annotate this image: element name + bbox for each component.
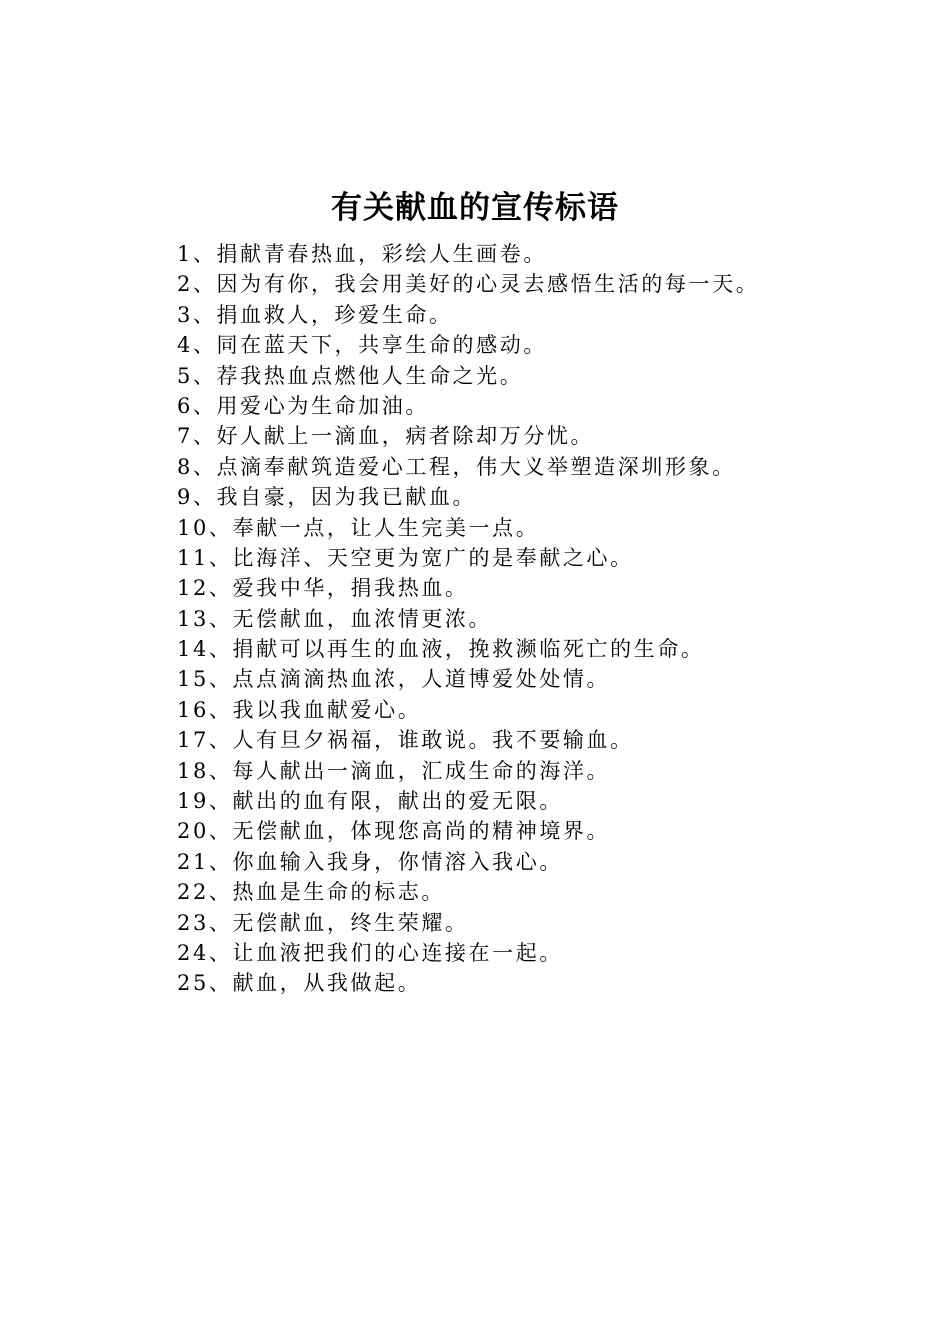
slogan-item: 23、无偿献血，终生荣耀。 (177, 910, 469, 935)
slogan-item: 2、因为有你，我会用美好的心灵去感悟生活的每一天。 (177, 272, 760, 297)
slogan-item: 5、荐我热血点燃他人生命之光。 (177, 363, 524, 388)
slogan-item: 17、人有旦夕祸福，谁敢说。我不要输血。 (177, 728, 634, 753)
slogan-item: 8、点滴奉献筑造爱心工程，伟大义举塑造深圳形象。 (177, 454, 736, 479)
slogan-item: 24、让血液把我们的心连接在一起。 (177, 940, 563, 965)
slogan-item: 16、我以我血献爱心。 (177, 697, 422, 722)
slogan-item: 18、每人献出一滴血，汇成生命的海洋。 (177, 758, 611, 783)
document-title: 有关献血的宣传标语 (331, 190, 619, 226)
slogan-item: 14、捐献可以再生的血液，挽救濒临死亡的生命。 (177, 637, 705, 662)
slogan-item: 21、你血输入我身，你情溶入我心。 (177, 849, 563, 874)
slogan-list (177, 239, 917, 999)
slogan-item: 25、献血，从我做起。 (177, 971, 422, 996)
slogan-item: 9、我自豪，因为我已献血。 (177, 485, 477, 510)
slogan-item: 4、同在蓝天下，共享生命的感动。 (177, 333, 547, 358)
slogan-item: 12、爱我中华，捐我热血。 (177, 576, 469, 601)
slogan-item: 11、比海洋、天空更为宽广的是奉献之心。 (177, 545, 634, 570)
slogan-item: 19、献出的血有限，献出的爱无限。 (177, 789, 563, 814)
slogan-item: 20、无偿献血，体现您高尚的精神境界。 (177, 819, 611, 844)
slogan-item: 7、好人献上一滴血，病者除却万分忧。 (177, 424, 595, 449)
slogan-item: 15、点点滴滴热血浓，人道博爱处处情。 (177, 667, 611, 692)
slogan-item: 10、奉献一点，让人生完美一点。 (177, 515, 540, 540)
slogan-item: 6、用爱心为生命加油。 (177, 393, 429, 418)
slogan-item: 13、无偿献血，血浓情更浓。 (177, 606, 493, 631)
slogan-item: 3、捐血救人，珍爱生命。 (177, 302, 453, 327)
slogan-item: 1、捐献青春热血，彩绘人生画卷。 (177, 242, 547, 266)
slogan-item: 22、热血是生命的标志。 (177, 880, 445, 905)
